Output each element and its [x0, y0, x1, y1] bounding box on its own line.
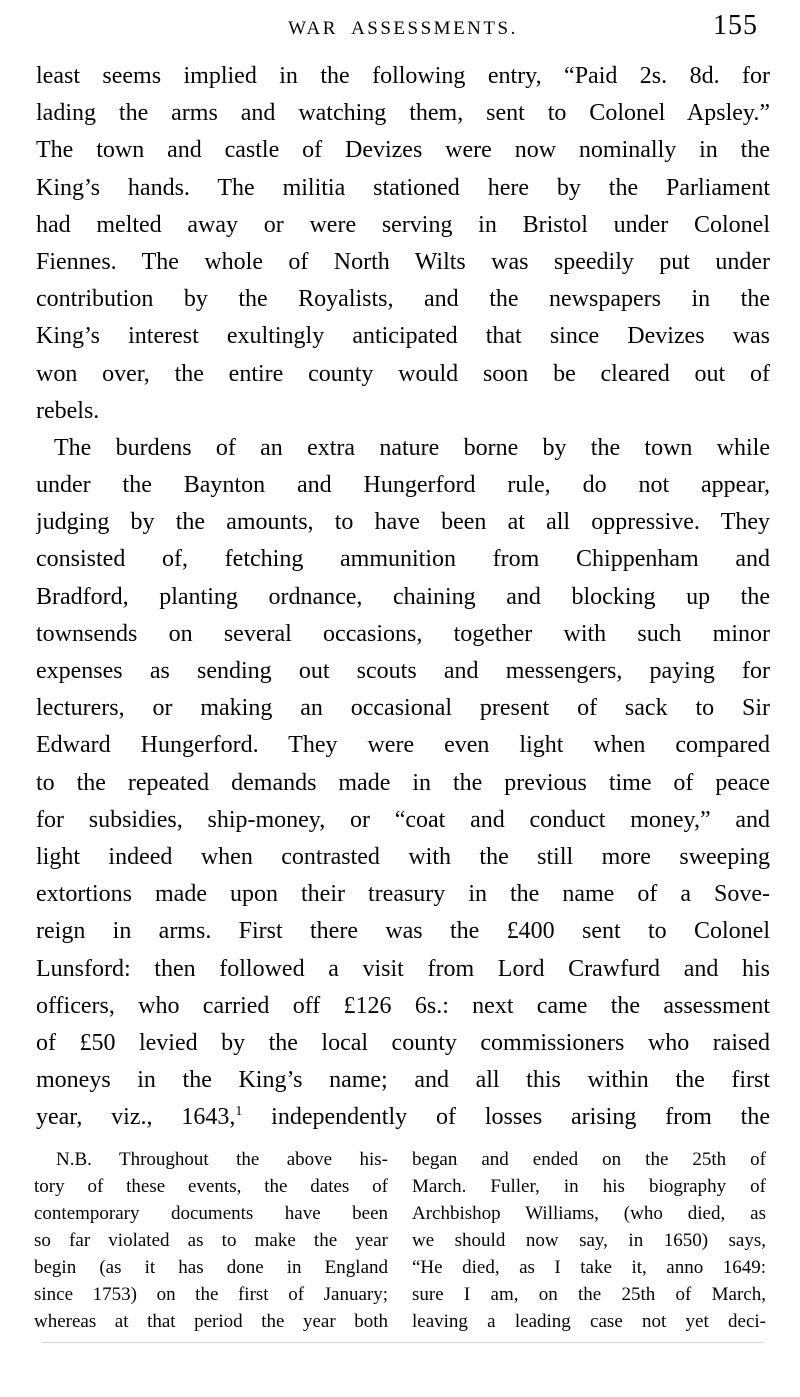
footnote-line: so far violated as to make the year [34, 1230, 388, 1251]
body-line: Bradford, planting ordnance, chaining and blocking up the [36, 583, 770, 610]
body-line: moneys in the King’s name; and all this within the first [36, 1067, 770, 1094]
body-line: under the Baynton and Hungerford rule, do not appear, [36, 472, 770, 499]
footnote-line: since 1753) on the first of January; [34, 1284, 388, 1305]
page-number: 155 [713, 10, 758, 41]
body-line: light indeed when contrasted with the still more sweeping [36, 843, 770, 870]
footnote-line: we should now say, in 1650) says, [412, 1230, 766, 1251]
body-line: least seems implied in the following entry, “Paid 2s. 8d. for [36, 63, 770, 89]
footnote-line: March. Fuller, in his biography of [412, 1176, 766, 1197]
body-line: King’s hands. The militia stationed here by the Parliament [36, 174, 770, 201]
main-text [36, 58, 770, 1136]
body-line: to the repeated demands made in the previous time of peace [36, 769, 770, 796]
page-header [36, 12, 770, 52]
body-line: won over, the entire county would soon be cleared out of [36, 360, 770, 387]
footnote-line: begin (as it has done in England [34, 1257, 388, 1278]
body-line: of £50 levied by the local county commissioners who raised [36, 1029, 770, 1056]
body-line: officers, who carried off £126 6s.: next came the assessment [36, 992, 770, 1019]
body-line: Lunsford: then followed a visit from Lord Crawfurd and his [36, 955, 770, 982]
footnote-line: Archbishop Williams, (who died, as [412, 1203, 766, 1224]
footnote-line: N.B. Throughout the above his- [56, 1149, 388, 1170]
footnote-right-column [412, 1146, 766, 1335]
body-line: for subsidies, ship-money, or “coat and conduct money,” and [36, 806, 770, 833]
footnote-left-column [34, 1146, 388, 1335]
footnote-reference: 1 [235, 1104, 243, 1120]
body-line: extortions made upon their treasury in the name of a Sove- [36, 881, 770, 908]
body-line: townsends on several occasions, together with such minor [36, 620, 770, 647]
footnote-line: “He died, as I take it, anno 1649: [412, 1257, 766, 1278]
body-line: lading the arms and watching them, sent to Colonel Apsley.” [36, 100, 770, 127]
body-line: consisted of, fetching ammunition from Chippenham and [36, 546, 770, 573]
body-line: Edward Hungerford. They were even light when compared [36, 732, 770, 759]
body-line: lecturers, or making an occasional present of sack to Sir [36, 695, 770, 722]
footnote-line: tory of these events, the dates of [34, 1176, 388, 1197]
footnote-line: began and ended on the 25th of [412, 1149, 766, 1170]
body-line: reign in arms. First there was the £400 sent to Colonel [36, 918, 770, 945]
body-line: Fiennes. The whole of North Wilts was speedily put under [36, 248, 770, 275]
body-line: had melted away or were serving in Bristol under Colonel [36, 211, 770, 238]
body-line: judging by the amounts, to have been at all oppressive. They [36, 509, 770, 536]
body-line: rebels. [36, 397, 100, 424]
running-header: WAR ASSESSMENTS. [288, 18, 518, 39]
body-line: The town and castle of Devizes were now nominally in the [36, 137, 770, 164]
body-line: King’s interest exultingly anticipated that since Devizes was [36, 323, 770, 350]
body-line: expenses as sending out scouts and messengers, paying for [36, 658, 770, 684]
body-line-text: independently of losses arising from the [271, 1104, 770, 1131]
body-line: contribution by the Royalists, and the newspapers in the [36, 286, 770, 313]
footnote-line: sure I am, on the 25th of March, [412, 1284, 766, 1305]
footnote-line: whereas at that period the year both [34, 1311, 388, 1332]
body-line: The burdens of an extra nature borne by the town while [54, 434, 770, 461]
footnote-line: leaving a leading case not yet deci- [412, 1311, 766, 1332]
footnote-line: contemporary documents have been [34, 1203, 388, 1224]
footnotes [34, 1146, 766, 1335]
body-line-text: year, viz., 1643, [36, 1104, 236, 1131]
scan-artifact-line [42, 1342, 764, 1343]
body-line [36, 1099, 770, 1136]
